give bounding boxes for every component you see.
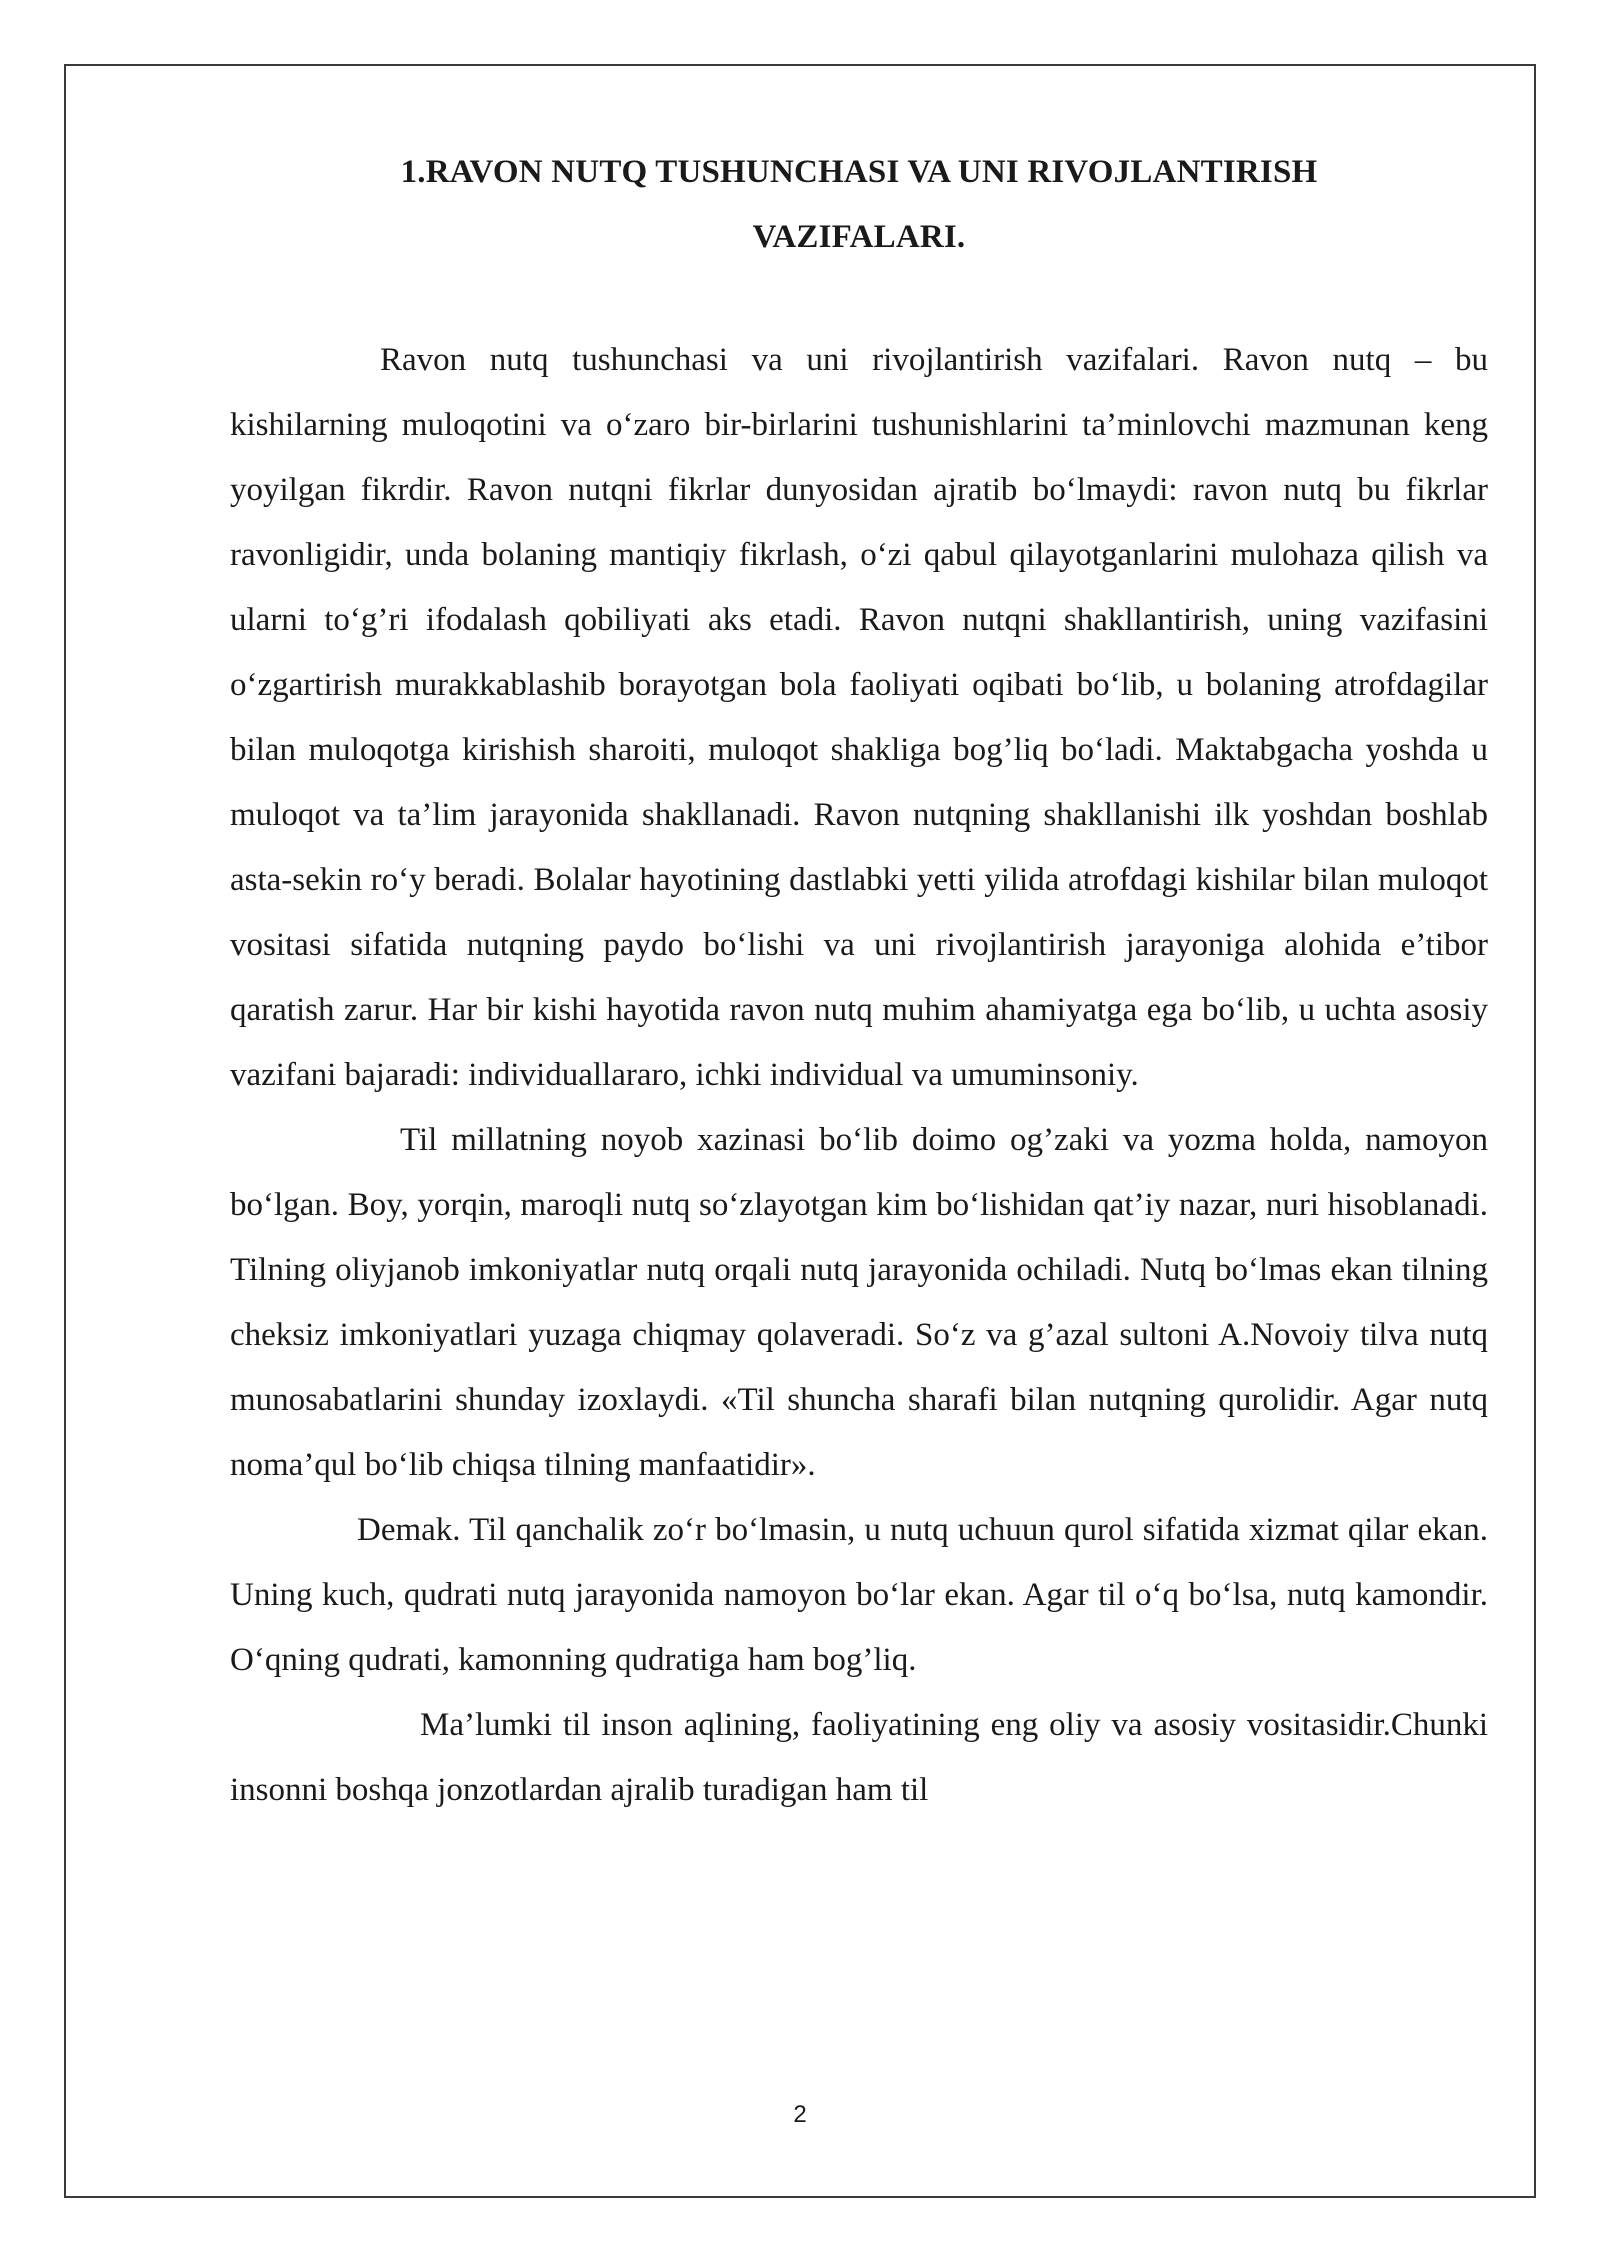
title-line-1: 1.RAVON NUTQ TUSHUNCHASI VA UNI RIVOJLANTIRISH xyxy=(400,154,1318,190)
paragraph-2: Til millatning noyob xazinasi bo‘lib doimo og’zaki va yozma holda, namoyon bo‘lgan. Boy, yorqin, maroqli nutq so‘zlayotgan kim bo‘lishidan qat’iy nazar, nuri hisoblanadi. Tilning oliyjanob imkoniyatlar nutq orqali nutq jarayonida ochiladi. Nutq bo‘lmas ekan tilning cheksiz imkoniyatlari yuzaga chiqmay qolaveradi. So‘z va g’azal sultoni A.Novoiy tilva nutq munosabatlarini shunday izoxlaydi. «Til shuncha sharafi bilan nutqning qurolidir. Agar nutq noma’qul bo‘lib chiqsa tilning manfaatidir». xyxy=(230,1122,1488,1483)
title-line-2: VAZIFALARI. xyxy=(752,219,966,255)
page-content xyxy=(230,140,1488,1823)
document-title xyxy=(230,140,1488,270)
paragraph-3: Demak. Til qanchalik zo‘r bo‘lmasin, u nutq uchuun qurol sifatida xizmat qilar ekan. Uning kuch, qudrati nutq jarayonida namoyon bo‘lar ekan. Agar til o‘q bo‘lsa, nutq kamondir. O‘qning qudrati, kamonning qudratiga ham bog’liq. xyxy=(230,1512,1488,1678)
paragraph-4: Ma’lumki til inson aqlining, faoliyatining eng oliy va asosiy vositasidir.Chunki insonni boshqa jonzotlardan ajralib turadigan ham til xyxy=(230,1707,1488,1808)
paragraph-1: Ravon nutq tushunchasi va uni rivojlantirish vazifalari. Ravon nutq – bu kishilarning muloqotini va o‘zaro bir-birlarini tushunishlarini ta’minlovchi mazmunan keng yoyilgan fikrdir. Ravon nutqni fikrlar dunyosidan ajratib bo‘lmaydi: ravon nutq bu fikrlar ravonligidir, unda bolaning mantiqiy fikrlash, o‘zi qabul qilayotganlarini mulohaza qilish va ularni to‘g’ri ifodalash qobiliyati aks etadi. Ravon nutqni shakllantirish, uning vazifasini o‘zgartirish murakkablashib borayotgan bola faoliyati oqibati bo‘lib, u bolaning atrofdagilar bilan muloqotga kirishish sharoiti, muloqot shakliga bog’liq bo‘ladi. Maktabgacha yoshda u muloqot va ta’lim jarayonida shakllanadi. Ravon nutqning shakllanishi ilk yoshdan boshlab asta-sekin ro‘y beradi. Bolalar hayotining dastlabki yetti yilida atrofdagi kishilar bilan muloqot vositasi sifatida nutqning paydo bo‘lishi va uni rivojlantirish jarayoniga alohida e’tibor qaratish zarur. Har bir kishi hayotida ravon nutq muhim ahamiyatga ega bo‘lib, u uchta asosiy vazifani bajaradi: individuallararo, ichki individual va umuminsoniy. xyxy=(230,342,1488,1093)
page-number: 2 xyxy=(793,2101,807,2128)
body-text xyxy=(230,328,1488,1823)
